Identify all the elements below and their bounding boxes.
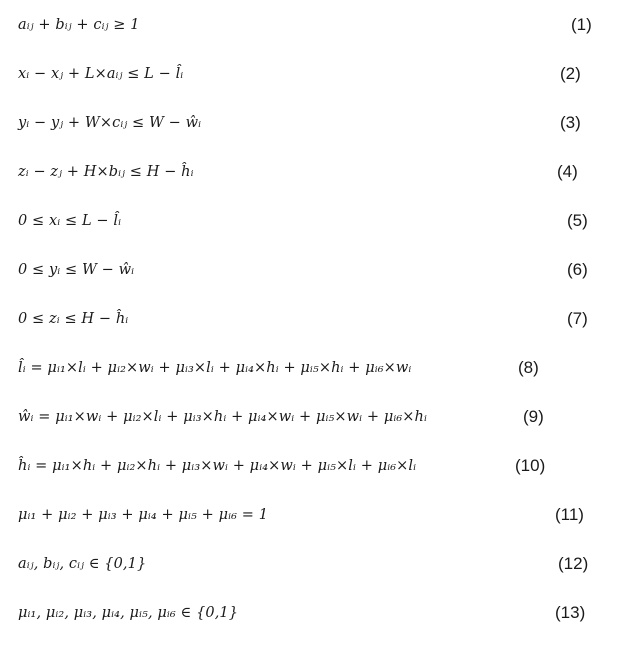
equation-4-number: (4) xyxy=(557,162,578,181)
equation-3-formula: yᵢ − yⱼ + W×cᵢⱼ ≤ W − ŵᵢ xyxy=(18,115,202,131)
equation-row-7 xyxy=(0,301,640,337)
equation-10-number: (10) xyxy=(515,456,546,475)
equation-7-number: (7) xyxy=(567,309,588,328)
equation-7-formula: 0 ≤ zᵢ ≤ H − ĥᵢ xyxy=(18,311,129,327)
equation-row-10 xyxy=(0,448,640,484)
equation-9-number: (9) xyxy=(523,407,544,426)
equation-4-formula: zᵢ − zⱼ + H×bᵢⱼ ≤ H − ĥᵢ xyxy=(18,164,194,180)
equation-9-formula: ŵᵢ = μᵢ₁×wᵢ + μᵢ₂×lᵢ + μᵢ₃×hᵢ + μᵢ₄×wᵢ + μᵢ₅×wᵢ + μᵢ₆×hᵢ xyxy=(18,409,428,425)
equation-6-number: (6) xyxy=(567,260,588,279)
equation-13-formula: μᵢ₁, μᵢ₂, μᵢ₃, μᵢ₄, μᵢ₅, μᵢ₆ ∈ {0,1} xyxy=(18,605,239,621)
equation-13-number: (13) xyxy=(555,603,586,622)
equation-12-number: (12) xyxy=(558,554,589,573)
equation-2-formula: xᵢ − xⱼ + L×aᵢⱼ ≤ L − l̂ᵢ xyxy=(18,66,184,82)
equation-1-number: (1) xyxy=(571,15,592,34)
equation-row-11 xyxy=(0,497,640,533)
equation-row-8 xyxy=(0,350,640,386)
equation-11-number: (11) xyxy=(555,505,584,524)
equation-6-formula: 0 ≤ yᵢ ≤ W − ŵᵢ xyxy=(18,262,135,278)
equation-row-13 xyxy=(0,595,640,631)
equation-5-formula: 0 ≤ xᵢ ≤ L − l̂ᵢ xyxy=(18,213,122,229)
equation-row-3 xyxy=(0,105,640,141)
equation-10-formula: ĥᵢ = μᵢ₁×hᵢ + μᵢ₂×hᵢ + μᵢ₃×wᵢ + μᵢ₄×wᵢ + μᵢ₅×lᵢ + μᵢ₆×lᵢ xyxy=(18,458,417,474)
equation-11-formula: μᵢ₁ + μᵢ₂ + μᵢ₃ + μᵢ₄ + μᵢ₅ + μᵢ₆ = 1 xyxy=(18,507,269,523)
equation-2-number: (2) xyxy=(560,64,581,83)
equation-5-number: (5) xyxy=(567,211,588,230)
equation-row-5 xyxy=(0,203,640,239)
equation-1-formula: aᵢⱼ + bᵢⱼ + cᵢⱼ ≥ 1 xyxy=(18,17,140,33)
equation-8-formula: l̂ᵢ = μᵢ₁×lᵢ + μᵢ₂×wᵢ + μᵢ₃×lᵢ + μᵢ₄×hᵢ + μᵢ₅×hᵢ + μᵢ₆×wᵢ xyxy=(18,360,412,376)
equation-row-2 xyxy=(0,56,640,92)
equation-8-number: (8) xyxy=(518,358,539,377)
equation-row-6 xyxy=(0,252,640,288)
equation-3-number: (3) xyxy=(560,113,581,132)
equation-12-formula: aᵢⱼ, bᵢⱼ, cᵢⱼ ∈ {0,1} xyxy=(18,556,147,572)
equation-row-1 xyxy=(0,7,640,43)
equation-row-4 xyxy=(0,154,640,190)
equation-row-9 xyxy=(0,399,640,435)
equation-row-12 xyxy=(0,546,640,582)
